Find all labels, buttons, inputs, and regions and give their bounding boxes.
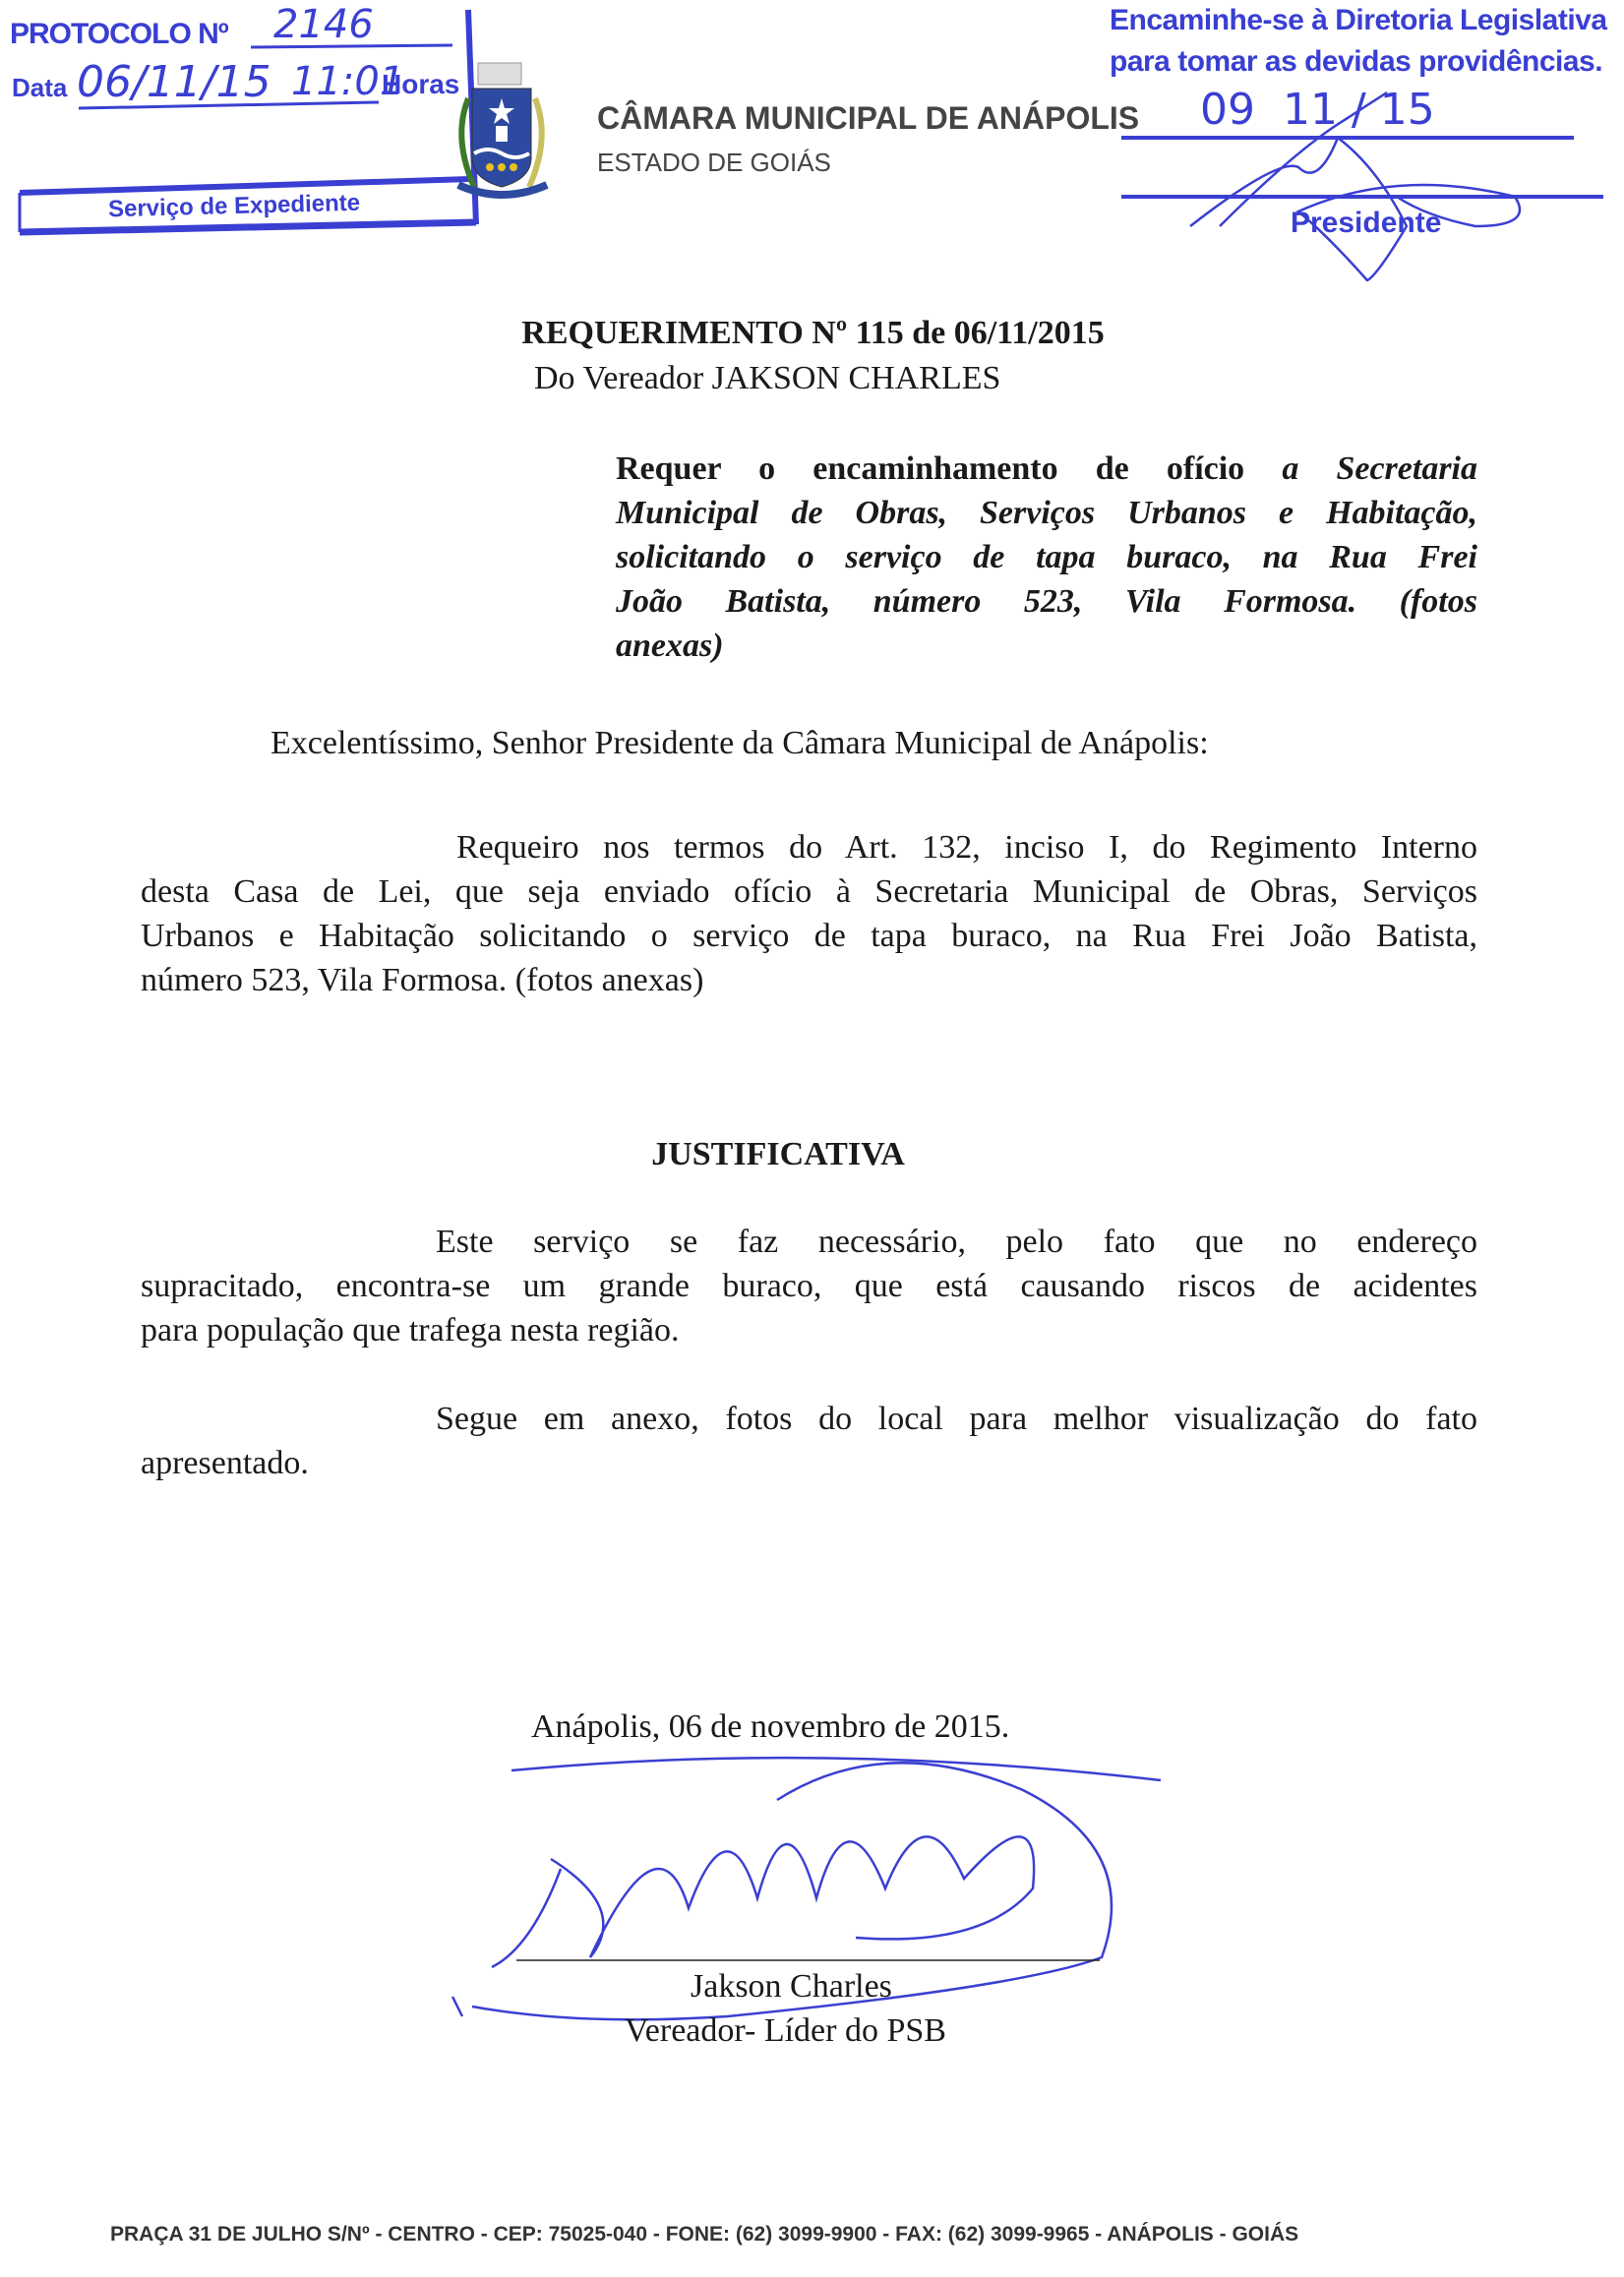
date-label: Data [12, 73, 68, 102]
protocol-date: 06/11/15 [77, 57, 271, 107]
summary-line: João Batista, número 523, Vila Formosa. (fotos [616, 583, 1477, 620]
paragraph-line: número 523, Vila Formosa. (fotos anexas) [141, 962, 704, 998]
summary-line: solicitando o serviço de tapa buraco, na Rua Frei [616, 539, 1477, 575]
signer-name: Jakson Charles [691, 1968, 892, 2005]
signer-role: Vereador- Líder do PSB [625, 2012, 946, 2049]
protocol-label: PROTOCOLO Nº [10, 18, 228, 50]
dispatch-line-2: para tomar as devidas providências. [1110, 45, 1603, 78]
state-name: ESTADO DE GOIÁS [597, 148, 831, 177]
summary-line [616, 447, 1477, 491]
dispatch-stamp [1102, 0, 1624, 285]
dispatch-date: 09 11 / 15 [1200, 85, 1435, 135]
summary-line: anexas) [616, 628, 724, 664]
summary-text: a Secretaria [1282, 450, 1477, 487]
document-author: Do Vereador JAKSON CHARLES [534, 360, 1001, 396]
paragraph-line: apresentado. [141, 1445, 309, 1481]
president-signature [1102, 0, 1624, 285]
paragraph-line: Urbanos e Habitação solicitando o serviço de tapa buraco, na Rua Frei João Batista, [141, 918, 1477, 954]
municipal-crest-logo [429, 59, 576, 207]
protocol-time: 11:01 [291, 59, 405, 104]
dispatch-line-1: Encaminhe-se à Diretoria Legislativa [1110, 4, 1607, 36]
justification-paragraph-2 [141, 1397, 1477, 1485]
footer-address: PRAÇA 31 DE JULHO S/Nº - CENTRO - CEP: 75025-040 - FONE: (62) 3099-9900 - FAX: (62) 3099-9965 - ANÁPOLIS - GOIÁS [110, 2223, 1299, 2246]
president-label: Presidente [1291, 207, 1442, 239]
institution-name: CÂMARA MUNICIPAL DE ANÁPOLIS [597, 100, 1140, 136]
justification-heading: JUSTIFICATIVA [651, 1136, 905, 1172]
summary-line: Municipal de Obras, Serviços Urbanos e Habitação, [616, 495, 1477, 531]
paragraph-line: Este serviço se faz necessário, pelo fato que no endereço [436, 1224, 1477, 1260]
summary-block [616, 447, 1477, 668]
paragraph-line: Requeiro nos termos do Art. 132, inciso I, do Regimento Interno [456, 829, 1477, 866]
paragraph-line: para população que trafega nesta região. [141, 1312, 680, 1348]
protocol-number: 2146 [273, 2, 374, 47]
salutation: Excelentíssimo, Senhor Presidente da Câmara Municipal de Anápolis: [271, 725, 1209, 761]
summary-lead: Requer o encaminhamento de ofício [616, 450, 1245, 487]
document-title: REQUERIMENTO Nº 115 de 06/11/2015 [521, 315, 1105, 351]
request-paragraph [141, 825, 1477, 1002]
paragraph-line: Segue em anexo, fotos do local para melhor visualização do fato [436, 1401, 1477, 1437]
protocol-stamp [0, 0, 482, 236]
justification-paragraph-1 [141, 1220, 1477, 1352]
paragraph-line: desta Casa de Lei, que seja enviado ofício à Secretaria Municipal de Obras, Serviços [141, 873, 1477, 910]
paragraph-line: supracitado, encontra-se um grande buraco, que está causando riscos de acidentes [141, 1268, 1477, 1304]
place-date: Anápolis, 06 de novembro de 2015. [531, 1708, 1010, 1745]
service-label: Serviço de Expediente [107, 189, 361, 223]
hours-label: Horas [382, 69, 460, 99]
